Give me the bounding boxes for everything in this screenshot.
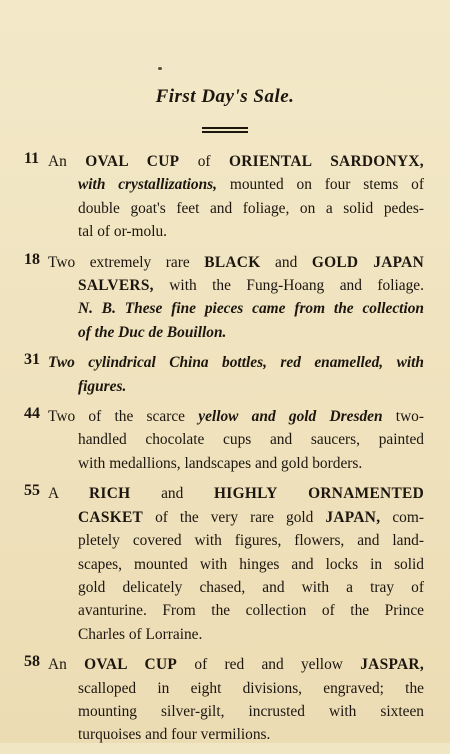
- small-caps-text: CASKET: [78, 508, 144, 526]
- roman-text: avanturine. From the collection of the Prince: [78, 602, 424, 620]
- lot-entry: [24, 405, 424, 475]
- roman-text: scapes, mounted with hinges and locks in solid: [78, 555, 424, 573]
- small-caps-text: ORIENTAL SARDONYX,: [228, 153, 424, 170]
- lot-text-line: [48, 150, 424, 173]
- lot-entry: [24, 251, 424, 345]
- roman-text: Two of the scarce: [48, 408, 199, 426]
- roman-text: of: [179, 153, 229, 170]
- roman-text: double goat's feet and foliage, on a solid pedes-: [78, 199, 424, 217]
- small-caps-text: JASPAR,: [360, 656, 424, 674]
- lot-number: 31: [24, 351, 40, 369]
- lot-text-line: [78, 506, 424, 529]
- lot-text-line: [78, 452, 424, 475]
- lot-list: [24, 150, 424, 754]
- lot-text-line: [78, 220, 424, 243]
- lot-text-line: [78, 723, 424, 746]
- roman-text: pletely covered with figures, flowers, and land-: [78, 532, 424, 550]
- lot-text-line: [78, 297, 424, 320]
- roman-text: Two extremely rare: [48, 253, 205, 271]
- lot-text-line: [48, 653, 424, 676]
- lot-text-line: [48, 351, 424, 374]
- lot-text-line: [48, 251, 424, 274]
- italic-text: of the Duc de Bouillon.: [78, 323, 227, 341]
- heading-rule-top: [202, 127, 248, 129]
- lot-entry: [24, 351, 424, 398]
- lot-text-line: [48, 482, 424, 505]
- lot-entry: [24, 482, 424, 646]
- roman-text: and: [130, 485, 215, 503]
- roman-text: com-: [380, 508, 424, 526]
- italic-text: with crystallizations,: [78, 176, 217, 194]
- italic-text: N. B. These fine pieces came from the collection: [78, 300, 424, 318]
- roman-text: of the very rare gold: [143, 508, 326, 526]
- lot-entry: [24, 150, 424, 244]
- lot-number: 58: [24, 653, 40, 671]
- lot-entry: [24, 653, 424, 747]
- lot-text-line: [78, 623, 424, 646]
- roman-text: A: [48, 485, 89, 503]
- small-caps-text: OVAL CUP: [85, 153, 180, 170]
- small-caps-text: HIGHLY ORNAMENTED: [214, 485, 424, 503]
- roman-text: scalloped in eight divisions, engraved; the: [78, 679, 424, 697]
- roman-text: gold delicately chased, and with a tray of: [78, 578, 424, 596]
- lot-text-line: [78, 599, 424, 622]
- roman-text: mounted on four stems of: [217, 176, 424, 194]
- lot-text-line: [78, 553, 424, 576]
- lot-text-line: [78, 529, 424, 552]
- lot-text-line: [78, 274, 424, 297]
- small-caps-text: BLACK: [204, 253, 261, 271]
- lot-number: 18: [24, 250, 40, 268]
- roman-text: Charles of Lorraine.: [78, 625, 203, 643]
- roman-text: An: [48, 656, 85, 674]
- italic-text: Two cylindrical China bottles, red enamelled, with: [48, 354, 424, 372]
- roman-text: and: [260, 253, 312, 271]
- lot-text-line: [78, 197, 424, 220]
- lot-text-line: [78, 428, 424, 451]
- italic-text: yellow and gold Dresden: [198, 408, 383, 426]
- heading-rule-bottom: [202, 131, 248, 133]
- lot-text-line: [78, 321, 424, 344]
- page-heading: First Day's Sale.: [155, 86, 295, 107]
- roman-text: handled chocolate cups and saucers, painted: [78, 431, 424, 449]
- lot-text-line: [78, 700, 424, 723]
- lot-text-line: [48, 405, 424, 428]
- roman-text: with medallions, landscapes and gold borders.: [78, 454, 363, 472]
- roman-text: two-: [382, 408, 425, 426]
- small-caps-text: SALVERS,: [78, 277, 154, 295]
- lot-number: 55: [24, 482, 40, 500]
- lot-text-line: [78, 173, 424, 196]
- small-caps-text: OVAL CUP: [84, 656, 178, 674]
- roman-text: turquoises and four vermilions.: [78, 726, 271, 744]
- ink-speck: [158, 67, 162, 70]
- lot-number: 44: [24, 405, 40, 423]
- roman-text: of red and yellow: [177, 656, 361, 674]
- roman-text: with the Fung-Hoang and foliage.: [153, 277, 424, 295]
- lot-text-line: [78, 375, 424, 398]
- roman-text: tal of or-molu.: [78, 223, 168, 241]
- small-caps-text: RICH: [88, 485, 131, 503]
- roman-text: An: [48, 153, 86, 170]
- italic-text: figures.: [78, 377, 127, 395]
- lot-number: 11: [24, 150, 40, 167]
- lot-text-line: [78, 677, 424, 700]
- small-caps-text: JAPAN,: [325, 508, 381, 526]
- roman-text: mounting silver-gilt, incrusted with sixteen: [78, 702, 424, 720]
- lot-text-line: [78, 576, 424, 599]
- small-caps-text: GOLD JAPAN: [311, 253, 425, 271]
